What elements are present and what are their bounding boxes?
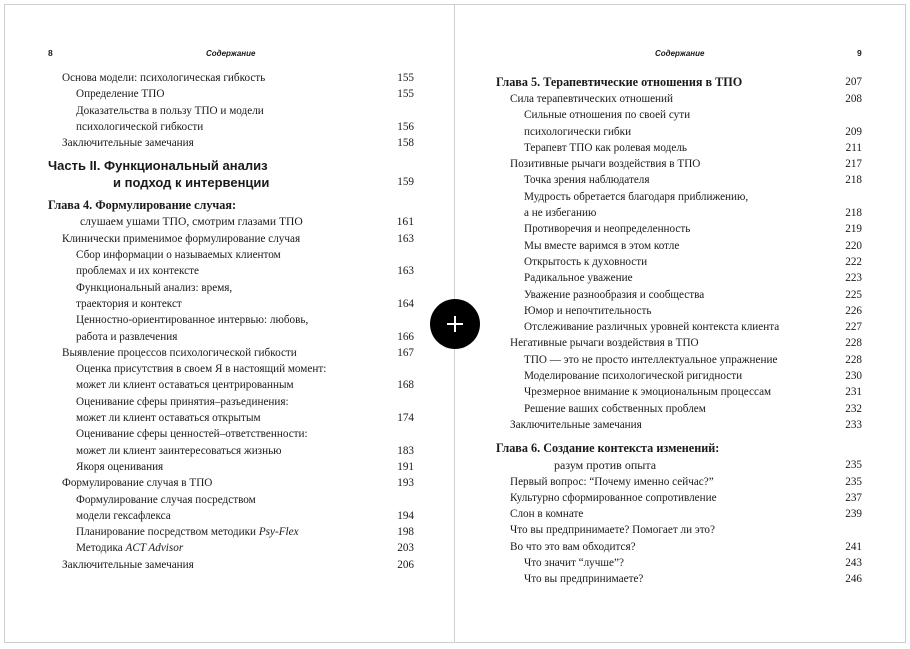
toc-entry: Уважение разнообразия и сообщества 225 [524,288,862,301]
toc-entry: Якоря оценивания 191 [76,460,414,473]
left-page [4,4,454,643]
toc-entry: модели гексафлекса 194 [76,509,414,522]
toc-entry: ТПО — это не просто интеллектуальное упражнение 228 [524,353,862,366]
left-toc [48,70,414,573]
toc-chapter-heading: Глава 6. Создание контекста изменений: [496,441,720,456]
left-page-number: 8 [48,48,53,58]
toc-entry: Выявление процессов психологической гибкости 167 [62,346,414,359]
toc-entry: может ли клиент оставаться центрированным 168 [76,379,414,392]
toc-entry: Методика ACT Advisor 203 [76,542,414,555]
toc-entry: Терапевт ТПО как ролевая модель 211 [524,141,862,154]
toc-entry: Сильные отношения по своей сути [524,109,691,122]
toc-entry: Заключительные замечания 158 [62,137,414,150]
toc-entry: психологической гибкости 156 [76,120,414,133]
right-running-head: Содержание [655,49,705,58]
toc-entry: Что вы предпринимаете? 246 [524,573,862,586]
add-button[interactable] [430,299,480,349]
toc-entry: Основа модели: психологическая гибкость 155 [62,72,414,84]
toc-entry: а не избеганию 218 [524,207,862,220]
toc-entry: Что значит “лучше”? 243 [524,557,862,570]
toc-entry: проблемах и их контексте 163 [76,265,414,278]
toc-entry: Позитивные рычаги воздействия в ТПО 217 [510,158,862,171]
toc-part-heading: Часть II. Функциональный анализ [48,158,268,174]
toc-entry: может ли клиент оставаться открытым 174 [76,412,414,425]
right-page [455,4,906,643]
toc-entry: Моделирование психологической ригидности 230 [524,370,862,383]
toc-chapter-heading: разум против опыта 235 [554,458,862,473]
toc-entry: Оценивание сферы ценностей–ответственности: [76,428,308,441]
toc-entry: Мы вместе варимся в этом котле 220 [524,239,862,252]
toc-entry: Доказательства в пользу ТПО и модели [76,104,264,117]
toc-chapter-heading: Глава 4. Формулирование случая: [48,198,237,213]
toc-entry: Ценностно-ориентированное интервью: любовь, [76,314,309,327]
toc-entry: Функциональный анализ: время, [76,281,233,294]
toc-entry: Планирование посредством методики Psy-Flex 198 [76,526,414,539]
toc-entry: Открытость к духовности 222 [524,255,862,268]
toc-part-heading: и подход к интервенции 159 [113,175,414,191]
toc-entry: траектория и контекст 164 [76,297,414,310]
toc-entry: Что вы предпринимаете? Помогает ли это? [510,524,715,537]
right-page-number: 9 [857,48,862,58]
toc-entry: Оценивание сферы принятия–разъединения: [76,395,289,408]
toc-entry: Культурно сформированное сопротивление 237 [510,491,862,504]
toc-entry: Мудрость обретается благодаря приближению, [524,190,749,203]
toc-chapter-heading: Глава 5. Терапевтические отношения в ТПО 207 [496,75,862,89]
toc-entry: Отслеживание различных уровней контекста клиента 227 [524,321,862,334]
toc-entry: Заключительные замечания 206 [62,558,414,571]
toc-entry: Формулирование случая посредством [76,493,256,506]
toc-entry: Противоречия и неопределенность 219 [524,223,862,236]
toc-entry: Первый вопрос: “Почему именно сейчас?” 235 [510,475,862,488]
toc-entry: Негативные рычаги воздействия в ТПО 228 [510,337,862,350]
toc-entry: работа и развлечения 166 [76,330,414,343]
toc-entry: Сбор информации о называемых клиентом [76,249,281,262]
toc-entry: Оценка присутствия в своем Я в настоящий момент: [76,363,327,376]
toc-entry: Заключительные замечания 233 [510,418,862,431]
right-toc [496,74,862,588]
toc-entry: Решение ваших собственных проблем 232 [524,402,862,415]
toc-entry: Во что это вам обходится? 241 [510,540,862,553]
toc-entry: Юмор и непочтительность 226 [524,304,862,317]
left-running-head: Содержание [206,49,256,58]
toc-chapter-heading: слушаем ушами ТПО, смотрим глазами ТПО 161 [80,215,414,229]
toc-entry: Радикальное уважение 223 [524,272,862,285]
toc-entry: Определение ТПО 155 [76,88,414,101]
toc-entry: психологически гибки 209 [524,125,862,138]
toc-entry: Сила терапевтических отношений 208 [510,93,862,105]
toc-entry: Слон в комнате 239 [510,508,862,521]
toc-entry: Клинически применимое формулирование случая 163 [62,232,414,245]
toc-entry: Чрезмерное внимание к эмоциональным процессам 231 [524,386,862,399]
toc-entry: Формулирование случая в ТПО 193 [62,477,414,490]
toc-entry: Точка зрения наблюдателя 218 [524,174,862,187]
toc-entry: может ли клиент заинтересоваться жизнью 183 [76,444,414,457]
